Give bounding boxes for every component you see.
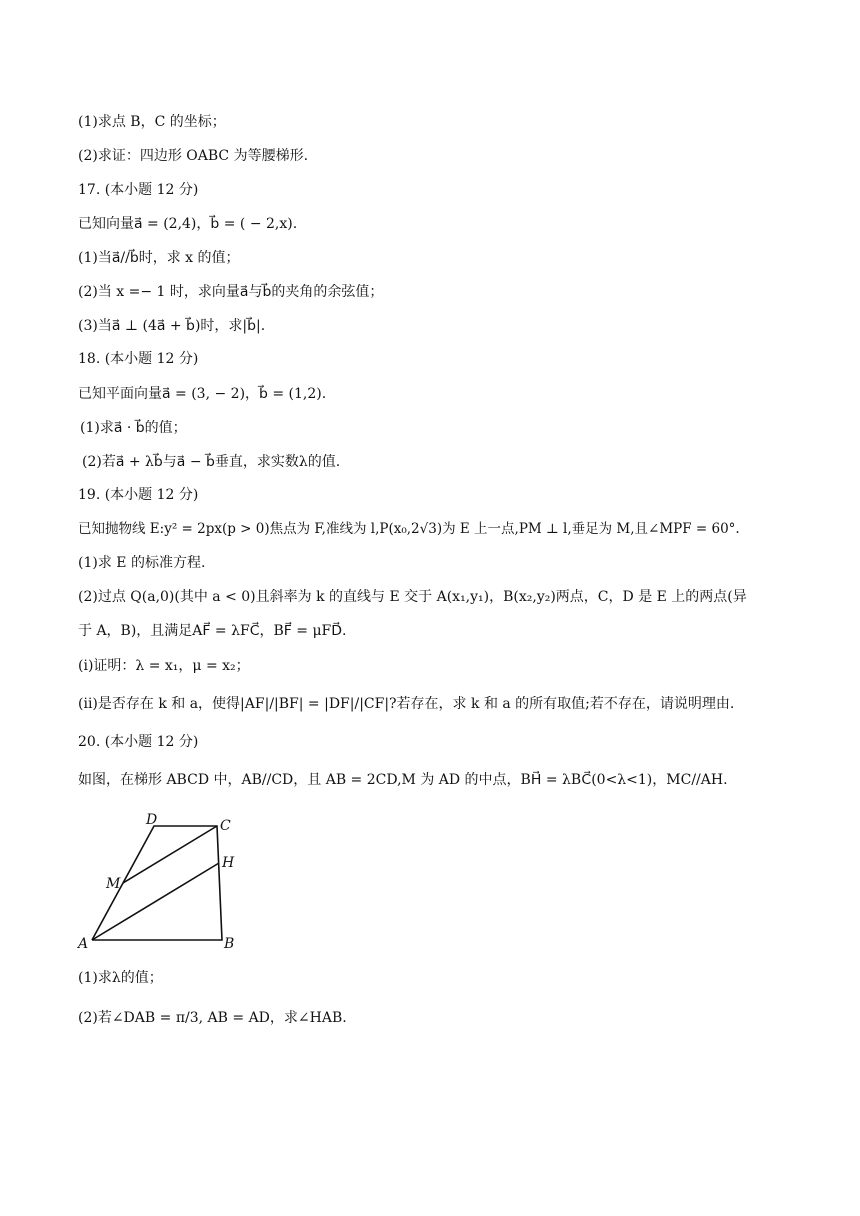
text-line: (2)求证：四边形 OABC 为等腰梯形. (78, 148, 309, 164)
text-line: 如图，在梯形 ABCD 中，AB//CD，且 AB = 2CD,M 为 AD 的中点，BH⃗ = λBC⃗(0<λ<1)，MC//AH. (78, 772, 728, 788)
text-line: (1)求a⃗ · b⃗的值； (80, 420, 187, 436)
text-line: (2)过点 Q(a,0)(其中 a < 0)且斜率为 k 的直线与 E 交于 A(x₁,y₁)，B(x₂,y₂)两点，C，D 是 E 上的两点(异 (78, 589, 747, 605)
text-line: (1)求λ的值； (78, 970, 163, 986)
text-line: 于 A，B)，且满足AF⃗ = λFC⃗，BF⃗ = μFD⃗. (78, 623, 347, 639)
problem-heading: 18. (本小题 12 分) (78, 351, 199, 367)
text-line: (2)若∠DAB = π/3, AB = AD，求∠HAB. (78, 1010, 347, 1026)
label-c: C (220, 818, 231, 834)
label-d: D (146, 812, 158, 828)
segment-ah (92, 863, 219, 940)
text-line: 已知向量a⃗ = (2,4)，b⃗ = ( − 2,x). (78, 216, 298, 232)
label-h: H (222, 855, 235, 871)
trapezoid-diagram (74, 806, 244, 956)
text-line: (2)若a⃗ + λb⃗与a⃗ − b⃗垂直，求实数λ的值. (82, 454, 341, 470)
trapezoid-figure (74, 806, 244, 956)
segment-mc (123, 826, 217, 883)
text-line: (1)求 E 的标准方程. (78, 555, 206, 571)
text-line: 已知平面向量a⃗ = (3, − 2)，b⃗ = (1,2). (78, 386, 327, 402)
text-line: (2)当 x =− 1 时，求向量a⃗与b⃗的夹角的余弦值； (78, 284, 384, 300)
label-m: M (106, 876, 121, 892)
text-line: (1)当a⃗//b⃗时，求 x 的值； (78, 250, 240, 266)
label-b: B (224, 936, 235, 952)
text-line: 已知抛物线 E:y² = 2px(p > 0)焦点为 F,准线为 l,P(x₀,2√3)为 E 上一点,PM ⊥ l,垂足为 M,且∠MPF = 60°. (78, 521, 740, 537)
text-line: (ⅱ)是否存在 k 和 a，使得|AF|/|BF| = |DF|/|CF|?若存在，求 k 和 a 的所有取值;若不存在，请说明理由. (78, 696, 735, 712)
text-line: (3)当a⃗ ⊥ (4a⃗ + b⃗)时，求|b⃗|. (78, 318, 266, 334)
problem-heading: 20. (本小题 12 分) (78, 734, 199, 750)
problem-heading: 17. (本小题 12 分) (78, 182, 199, 198)
text-line: (ⅰ)证明：λ = x₁，μ = x₂； (78, 658, 250, 674)
problem-heading: 19. (本小题 12 分) (78, 487, 199, 503)
text-line: (1)求点 B，C 的坐标； (78, 114, 226, 130)
label-a: A (78, 936, 89, 952)
